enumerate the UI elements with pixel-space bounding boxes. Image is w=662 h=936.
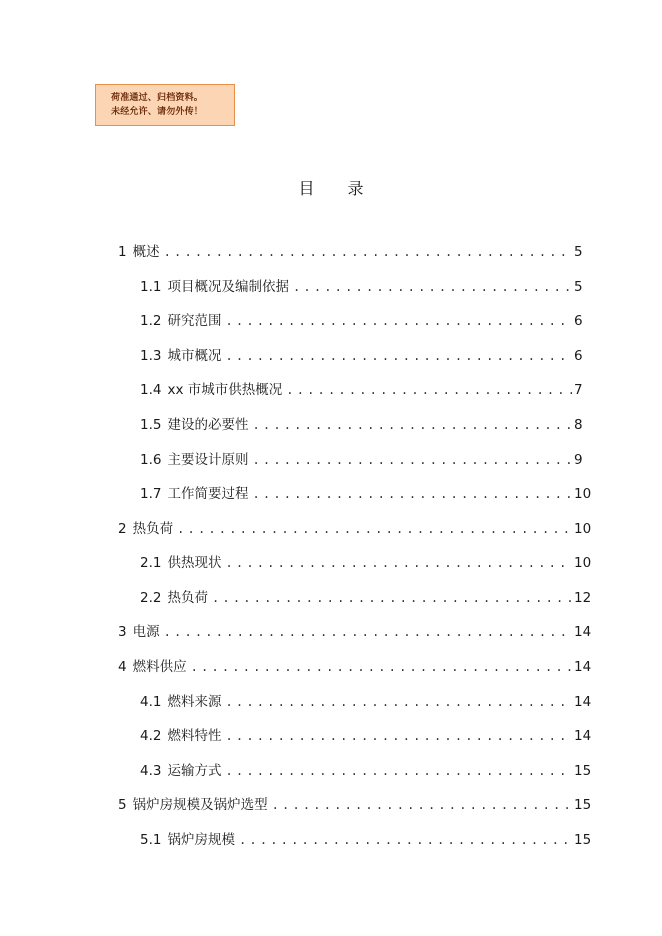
toc-entry-label: 城市概况	[167, 348, 222, 364]
toc-entry-number: 1.2	[140, 313, 162, 329]
toc-entry-page: 5	[574, 244, 583, 260]
toc-entry[interactable]	[140, 692, 592, 712]
dot-leader	[164, 622, 572, 642]
toc-entry-number: 2.1	[140, 555, 162, 571]
toc-entry[interactable]	[140, 484, 592, 504]
toc-entry-page: 7	[574, 382, 583, 398]
toc-entry[interactable]	[118, 657, 592, 677]
toc-entry[interactable]	[140, 311, 582, 331]
toc-entry-label: 电源	[132, 624, 160, 640]
toc-entry-label: 燃料特性	[167, 728, 222, 744]
toc-entry-label: 燃料供应	[132, 659, 187, 675]
dot-leader	[225, 346, 572, 366]
toc-entry-number: 2	[118, 521, 127, 537]
toc-entry-number: 2.2	[140, 590, 162, 606]
dot-leader	[239, 830, 572, 850]
toc-entry-page: 15	[574, 797, 592, 813]
toc-entry-number: 4.2	[140, 728, 162, 744]
toc-entry-label: 供热现状	[167, 555, 222, 571]
toc-entry-page: 14	[574, 728, 592, 744]
toc-entry[interactable]	[140, 277, 582, 297]
toc-entry-page: 14	[574, 624, 592, 640]
dot-leader	[252, 484, 572, 504]
toc-entry[interactable]	[140, 726, 592, 746]
stamp-line-1: 荷准通过、归档资料。	[111, 93, 204, 103]
toc-entry-number: 4.1	[140, 694, 162, 710]
toc-entry[interactable]	[140, 761, 592, 781]
toc-entry-number: 3	[118, 624, 127, 640]
toc-entry-number: 5.1	[140, 832, 162, 848]
toc-entry-number: 4.3	[140, 763, 162, 779]
toc-entry-label: 热负荷	[132, 521, 174, 537]
toc-entry[interactable]	[140, 830, 592, 850]
toc-entry-label: 主要设计原则	[167, 452, 249, 468]
dot-leader	[191, 657, 572, 677]
toc-entry-page: 12	[574, 590, 592, 606]
toc-entry-number: 1.1	[140, 279, 162, 295]
toc-entry-label: 燃料来源	[167, 694, 222, 710]
toc-entry[interactable]	[140, 415, 582, 435]
stamp-line-2: 未经允许、请勿外传！	[111, 107, 204, 117]
toc-entry-label: 概述	[132, 244, 160, 260]
toc-entry-number: 4	[118, 659, 127, 675]
toc-entry-number: 1.3	[140, 348, 162, 364]
dot-leader	[252, 415, 572, 435]
dot-leader	[225, 761, 572, 781]
toc-entry-page: 10	[574, 486, 592, 502]
toc-title: 目 录	[298, 179, 378, 198]
toc-entry-page: 15	[574, 832, 592, 848]
toc-entry-page: 9	[574, 452, 583, 468]
dot-leader	[212, 588, 572, 608]
toc-entry[interactable]	[118, 795, 592, 815]
dot-leader	[272, 795, 572, 815]
toc-entry-page: 10	[574, 555, 592, 571]
toc-entry-label: 热负荷	[167, 590, 208, 606]
toc-entry-number: 1.5	[140, 417, 162, 433]
dot-leader	[225, 692, 572, 712]
dot-leader	[164, 242, 572, 262]
toc-entry-page: 5	[574, 279, 583, 295]
toc-entry-label: xx 市城市供热概况	[167, 382, 283, 398]
dot-leader	[225, 311, 572, 331]
dot-leader	[293, 277, 572, 297]
toc-entry-label: 建设的必要性	[167, 417, 249, 433]
dot-leader	[252, 450, 572, 470]
toc-entry[interactable]	[140, 346, 582, 366]
dot-leader	[225, 553, 572, 573]
toc-entry[interactable]	[140, 450, 582, 470]
toc-entry-number: 1.7	[140, 486, 162, 502]
toc-entry[interactable]	[140, 588, 592, 608]
toc-entry-label: 项目概况及编制依据	[167, 279, 289, 295]
toc-entry-page: 6	[574, 348, 583, 364]
toc-entry-page: 15	[574, 763, 592, 779]
toc-entry-label: 研究范围	[167, 313, 222, 329]
toc-entry-number: 1.4	[140, 382, 162, 398]
toc-entry-page: 6	[574, 313, 583, 329]
toc-entry[interactable]	[140, 380, 582, 400]
toc-entry-label: 锅炉房规模	[167, 832, 235, 848]
toc-entry[interactable]	[118, 242, 582, 262]
toc-entry-page: 10	[574, 521, 592, 537]
toc-entry[interactable]	[118, 622, 592, 642]
toc-entry-number: 1.6	[140, 452, 162, 468]
toc-entry-label: 锅炉房规模及锅炉选型	[132, 797, 268, 813]
toc-entry-label: 工作简要过程	[167, 486, 249, 502]
toc-entry[interactable]	[118, 519, 592, 539]
dot-leader	[225, 726, 572, 746]
dot-leader	[286, 380, 572, 400]
toc-entry-number: 5	[118, 797, 127, 813]
toc-entry-page: 14	[574, 659, 592, 675]
toc-entry-page: 8	[574, 417, 583, 433]
toc-entry-page: 14	[574, 694, 592, 710]
dot-leader	[177, 519, 572, 539]
toc-entry[interactable]	[140, 553, 592, 573]
toc-entry-number: 1	[118, 244, 127, 260]
toc-entry-label: 运输方式	[167, 763, 222, 779]
